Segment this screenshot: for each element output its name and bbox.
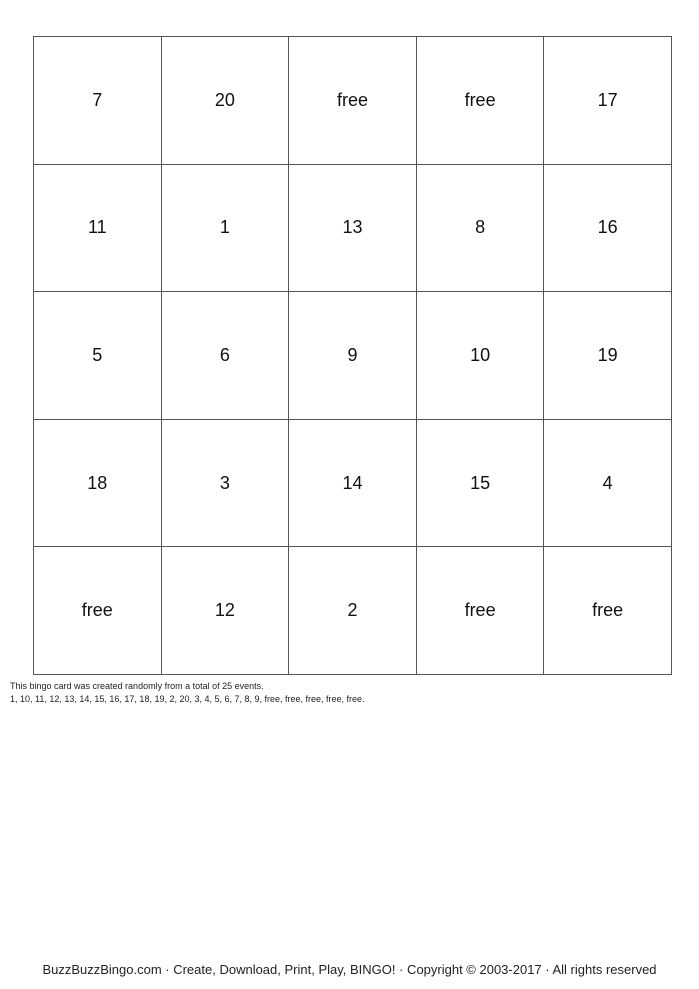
bingo-cell: 12: [161, 547, 289, 675]
bingo-cell: 19: [544, 292, 672, 420]
bingo-cell: 20: [161, 37, 289, 165]
card-info: [10, 680, 365, 706]
bingo-cell: free: [544, 547, 672, 675]
bingo-row: [34, 547, 672, 675]
bingo-cell: free: [416, 547, 544, 675]
bingo-cell: free: [416, 37, 544, 165]
bingo-cell: 15: [416, 419, 544, 547]
bingo-cell: 6: [161, 292, 289, 420]
bingo-row: [34, 37, 672, 165]
card-info-summary: This bingo card was created randomly from a total of 25 events.: [10, 681, 264, 691]
bingo-row: [34, 419, 672, 547]
bingo-cell: 1: [161, 164, 289, 292]
bingo-cell: 7: [34, 37, 162, 165]
bingo-cell: 4: [544, 419, 672, 547]
bingo-cell: 3: [161, 419, 289, 547]
bingo-cell: 14: [289, 419, 417, 547]
bingo-row: [34, 164, 672, 292]
bingo-card-grid: [33, 36, 672, 675]
bingo-cell: 16: [544, 164, 672, 292]
bingo-cell: 9: [289, 292, 417, 420]
footer-copyright: BuzzBuzzBingo.com · Create, Download, Print, Play, BINGO! · Copyright © 2003-2017 · All rights reserved: [42, 962, 657, 977]
bingo-cell: 11: [34, 164, 162, 292]
bingo-cell: free: [289, 37, 417, 165]
bingo-cell: 2: [289, 547, 417, 675]
card-info-events-list: 1, 10, 11, 12, 13, 14, 15, 16, 17, 18, 19, 2, 20, 3, 4, 5, 6, 7, 8, 9, free, free, free, free, free.: [10, 694, 365, 704]
bingo-cell: free: [34, 547, 162, 675]
bingo-cell: 5: [34, 292, 162, 420]
bingo-cell: 8: [416, 164, 544, 292]
bingo-cell: 10: [416, 292, 544, 420]
bingo-cell: 17: [544, 37, 672, 165]
bingo-cell: 13: [289, 164, 417, 292]
bingo-row: [34, 292, 672, 420]
bingo-cell: 18: [34, 419, 162, 547]
